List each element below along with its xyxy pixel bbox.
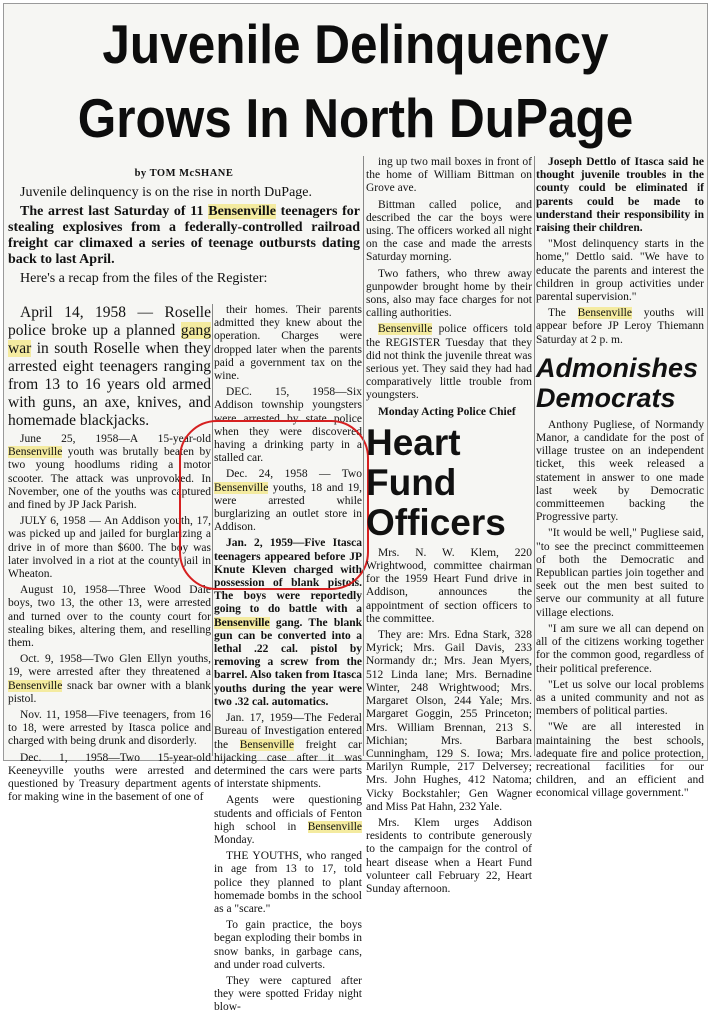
article-paragraph: The Bensenville youths will appear before JP Leroy Thiemann Saturday at 2 p. m. xyxy=(536,307,704,346)
article-paragraph: They were captured after they were spotted Friday night blow- xyxy=(214,974,362,1014)
column-rule xyxy=(363,156,364,756)
newspaper-clipping xyxy=(3,3,708,1014)
article-paragraph: June 25, 1958—A 15-year-old Bensenville youth was brutally beaten by two young hoodlums riding a motor scooter. The attack was unprovoked. In November, one of the youths was captured and fined by JP Jack Parish. xyxy=(8,433,211,512)
column-2 xyxy=(214,304,362,1014)
article-paragraph: JULY 6, 1958 — An Addison youth, 17, was picked up and jailed for burglarizing a drive in of more than $600. The boy was later involved in a riot at the county jail in Wheaton. xyxy=(8,515,211,581)
article-paragraph: Bensenville police officers told the REGISTER Tuesday that they did not think the juvenile threat was serious yet. They said they had had comparatively little trouble from youngsters. xyxy=(366,323,532,402)
lede-paragraph: Juvenile delinquency is on the rise in north DuPage. xyxy=(20,185,312,200)
heart-fund-paragraph: Mrs. N. W. Klem, 220 Wrightwood, committee chairman for the 1959 Heart Fund drive in Addison, announces the appointment of section officers to the committee. xyxy=(366,546,532,625)
article-paragraph: Nov. 11, 1958—Five teenagers, from 16 to 18, were arrested by Itasca police and charged with being drunk and disorderly. xyxy=(8,709,211,748)
article-paragraph: April 14, 1958 — Roselle police broke up a planned gang war in south Roselle when they arrested eight teenagers ranging from 13 to 16 years old armed with guns, an axe, knives, and homemade blackjacks. xyxy=(8,304,211,429)
article-paragraph: DEC. 15, 1958—Six Addison township youngsters were arrested by state police when they were discovered having a drinking party in a stalled car. xyxy=(214,386,362,465)
article-paragraph: Agents were questioning students and officials of Fenton high school in Bensenville Monday. xyxy=(214,794,362,846)
article-paragraph: Two fathers, who threw away gunpowder brought home by their sons, also may face charges for not calling authorities. xyxy=(366,267,532,320)
democrats-paragraph: "I am sure we all can depend on all of the citizens working together for the common good, regardless of their political preference. xyxy=(536,622,704,675)
column-3 xyxy=(366,156,532,895)
highlighted-word: Bensenville xyxy=(208,204,276,219)
article-paragraph: "Most delinquency starts in the home," Dettlo said. "We have to educate the parents and interest the children in group activities under parental supervision." xyxy=(536,238,704,304)
highlighted-word: Bensenville xyxy=(307,820,362,833)
highlighted-word: Bensenville xyxy=(378,323,433,336)
article-paragraph: Bittman called police, and described the car the boys were using. The officers worked all night on the case and made the arrests Saturday morning. xyxy=(366,198,532,264)
democrats-paragraph: "Let us solve our local problems as a united community and not as members of political parties. xyxy=(536,678,704,718)
headline-line-2: Grows In North DuPage xyxy=(77,87,634,149)
column-4 xyxy=(536,156,704,800)
article-paragraph: Jan. 17, 1959—The Federal Bureau of Investigation entered the Bensenville freight car hijacking case after it was determined the cars were parts of interstate shipments. xyxy=(214,712,362,791)
highlighted-word: Bensenville xyxy=(8,679,63,692)
lede-paragraph: Here's a recap from the files of the Register: xyxy=(20,271,268,286)
highlighted-word: Bensenville xyxy=(577,307,632,320)
democrats-paragraph: Anthony Pugliese, of Normandy Manor, a candidate for the post of village trustee on an independent ticket, this week released a statement in answer to one made last week by Democratic committeemen backing the Progressive party. xyxy=(536,418,704,524)
article-paragraph: Dec. 24, 1958 — Two Bensenville youths, 18 and 19, were arrested while burglarizing an outlet store in Addison. xyxy=(214,468,362,534)
highlighted-word: Bensenville xyxy=(239,738,294,751)
column-rule xyxy=(212,304,213,756)
article-paragraph: Dec. 1, 1958—Two 15-year-old Keeneyville youths were arrested and questioned by Treasury department agents for making wine in the basement of one of xyxy=(8,751,211,804)
column-rule xyxy=(534,156,535,756)
byline: by TOM McSHANE xyxy=(134,168,234,179)
article-paragraph: Joseph Dettlo of Itasca said he thought juvenile troubles in the county could be eliminated if parents could be made to understand their responsibility in raising their children. xyxy=(536,156,704,235)
article-paragraph: their homes. Their parents admitted they knew about the operation. Charges were dropped later when the parents paid a government tax on the wine. xyxy=(214,304,362,383)
article-paragraph: Monday Acting Police Chief xyxy=(378,405,516,418)
heart-fund-paragraph: Mrs. Klem urges Addison residents to contribute generously to the campaign for the control of heart disease when a Heart Fund volunteer call February 22, Heart Sunday afternoon. xyxy=(366,816,532,895)
highlighted-word: Bensenville xyxy=(214,616,270,629)
headline-line-1: Juvenile Delinquency xyxy=(102,13,609,75)
democrats-headline: Admonishes Democrats xyxy=(536,352,699,413)
highlighted-word: Bensenville xyxy=(214,481,269,494)
article-paragraph: THE YOUTHS, who ranged in age from 13 to 17, told police they planned to plant homemade bombs in the school as a "scare." xyxy=(214,850,362,915)
article-paragraph: August 10, 1958—Three Wood Dale boys, two 13, the other 13, were arrested and turned over to the county court for stealing bikes, altering them, and reselling them. xyxy=(8,584,211,650)
heart-fund-paragraph: They are: Mrs. Edna Stark, 328 Myrick; Mrs. Gail Davis, 233 Normandy dr.; Mrs. Jean Myers, 512 Linda lane; Mrs. Bernadine Winter, 248 Wrightwood; Mrs. Margaret Olson, 244 Yale; Mrs. Margaret Goggin, 255 Princeton; Mrs. William Brennan, 213 S. Michian; Mrs. Barbara Cunningham, 129 S. Iowa; Mrs. Marilyn Rumple, 217 Delversey; Mrs. John Hughes, 412 Natoma; Vicky Bockstahler; Gen Wagner and Miss Pat Hahn, 232 Yale. xyxy=(366,629,532,813)
article-paragraph: To gain practice, the boys began exploding their bombs in snow banks, in garbage cans, and under road culverts. xyxy=(214,919,362,971)
column-1 xyxy=(8,304,211,804)
article-paragraph: Oct. 9, 1958—Two Glen Ellyn youths, 19, were arrested after they threatened a Bensenville snack bar owner with a blank pistol. xyxy=(8,653,211,705)
circled-paragraph: Jan. 2, 1959—Five Itasca teenagers appeared before JP Knute Kleven charged with possession of blank pistols. The boys were reportedly going to do battle with a Bensenville gang. The blank gun can be converted into a lethal .22 cal. pistol by removing a screw from the barrel. Also taken from Itasca youths during the year were two .32 cal. automatics. xyxy=(214,537,362,708)
heart-fund-headline: Heart Fund Officers xyxy=(366,421,506,543)
article-paragraph: ing up two mail boxes in front of the home of William Bittman on Grove ave. xyxy=(366,156,532,195)
lede-paragraph: The arrest last Saturday of 11 Bensenville teenagers for stealing explosives from a federally-controlled railroad freight car climaxed a series of teenage outbursts dating back to last April. xyxy=(8,204,360,267)
highlighted-word: Bensenville xyxy=(8,446,63,459)
highlighted-word: gang war xyxy=(8,322,211,357)
lede-block xyxy=(8,168,360,290)
democrats-paragraph: "It would be well," Pugliese said, "to see the precinct committeemen of both the Democratic and Republican parties join together and seek out the men best suited to serve our community at all future village elections. xyxy=(536,527,704,619)
democrats-paragraph: "We are all interested in maintaining the best schools, adequate fire and police protection, recreational facilities for our children, and an efficient and economical village government." xyxy=(536,721,704,800)
